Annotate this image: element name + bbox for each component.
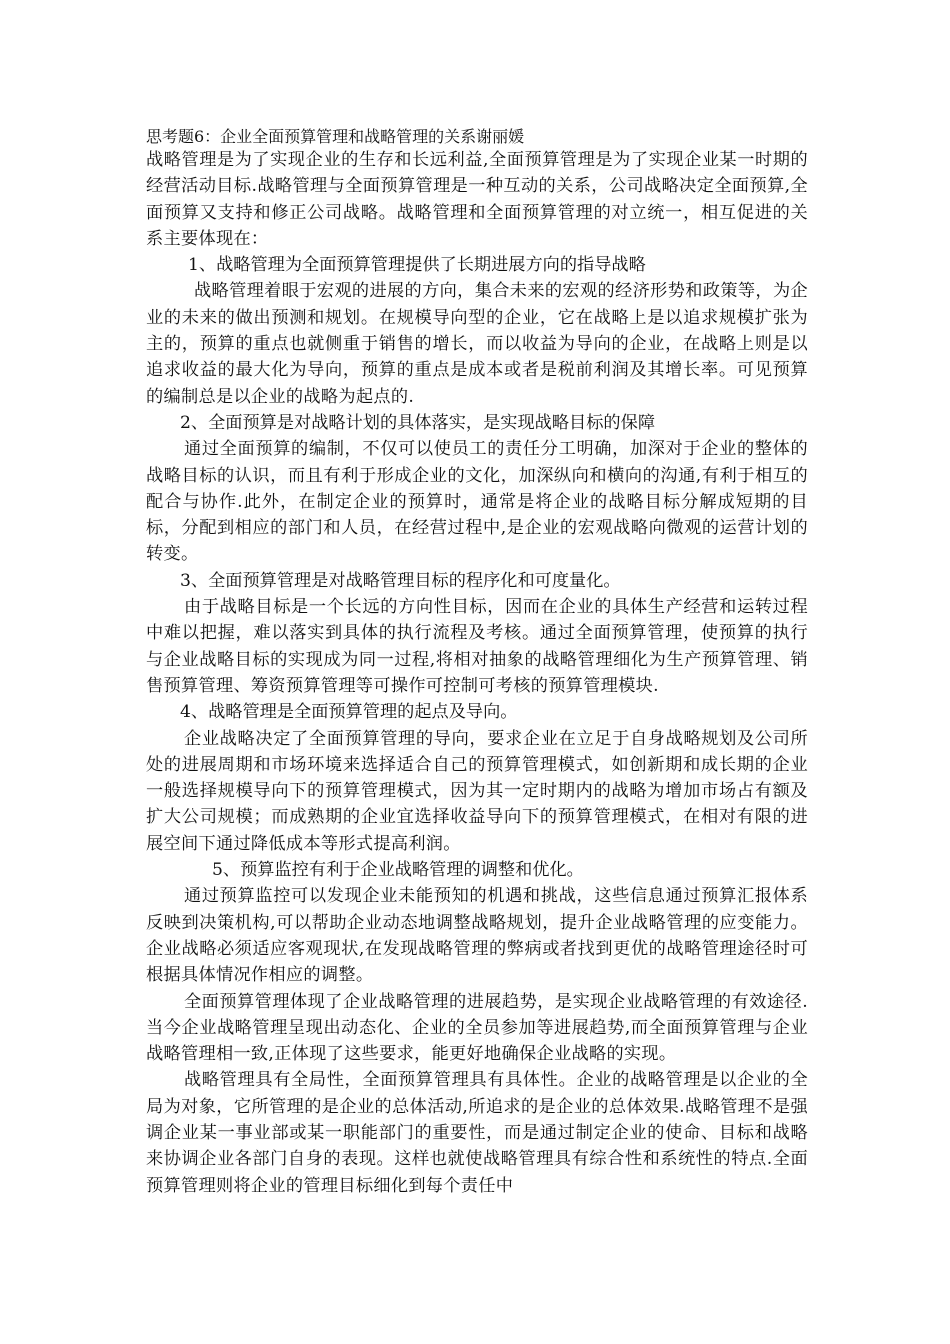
section-1-body: 战略管理着眼于宏观的进展的方向，集合未来的宏观的经济形势和政策等，为企业的未来的做出预测和规划。在规模导向型的企业，它在战略上是以追求规模扩张为主的，预算的重点也就侧重于销售的增长，而以收益为导向的企业，在战略上则是以追求收益的最大化为导向，预算的重点是成本或者是税前利润及其增长率。可见预算的编制总是以企业的战略为起点的.: [146, 281, 808, 407]
document-title: 思考题6：企业全面预算管理和战略管理的关系谢丽媛: [146, 127, 525, 146]
section-5-heading: 5、预算监控有利于企业战略管理的调整和优化。: [212, 860, 584, 881]
section-3-heading: 3、全面预算管理是对战略管理目标的程序化和可度量化。: [180, 570, 621, 591]
section-5-body: 通过预算监控可以发现企业未能预知的机遇和挑战，这些信息通过预算汇报体系反映到决策机构,可以帮助企业动态地调整战略规划，提升企业战略管理的应变能力。企业战略必须适应客观现状,在发现战略管理的弊病或者找到更优的战略管理途径时可根据具体情况作相应的调整。: [146, 886, 808, 986]
intro-paragraph: 战略管理是为了实现企业的生存和长远利益,全面预算管理是为了实现企业某一时期的经营活动目标.战略管理与全面预算管理是一种互动的关系，公司战略决定全面预算,全面预算又支持和修正公司战略。战略管理和全面预算管理的对立统一，相互促进的关系主要体现在：: [146, 150, 808, 249]
global-paragraph: 战略管理具有全局性，全面预算管理具有具体性。企业的战略管理是以企业的全局为对象，它所管理的是企业的总体活动,所追求的是企业的总体效果.战略管理不是强调企业某一事业部或某一职能部门的重要性，而是通过制定企业的使命、目标和战略来协调企业各部门自身的表现。这样也就使战略管理具有综合性和系统性的特点.全面预算管理则将企业的管理目标细化到每个责任中: [146, 1070, 808, 1196]
section-1-heading: 1、战略管理为全面预算管理提供了长期进展方向的指导战略: [188, 255, 646, 276]
document-content: [146, 127, 808, 1199]
section-4-body: 企业战略决定了全面预算管理的导向，要求企业在立足于自身战略规划及公司所处的进展周期和市场环境来选择适合自己的预算管理模式，如创新期和成长期的企业一般选择规模导向下的预算管理模式，因为其一定时期内的战略为增加市场占有额及扩大公司规模；而成熟期的企业宜选择收益导向下的预算管理模式，在相对有限的进展空间下通过降低成本等形式提高利润。: [146, 728, 808, 854]
section-3-body: 由于战略目标是一个长远的方向性目标，因而在企业的具体生产经营和运转过程中难以把握，难以落实到具体的执行流程及考核。通过全面预算管理，使预算的执行与企业战略目标的实现成为同一过程,将相对抽象的战略管理细化为生产预算管理、销售预算管理、筹资预算管理等可操作可控制可考核的预算管理模块.: [146, 597, 808, 696]
trend-paragraph: 全面预算管理体现了企业战略管理的进展趋势，是实现企业战略管理的有效途径.当今企业战略管理呈现出动态化、企业的全员参加等进展趋势,而全面预算管理与企业战略管理相一致,正体现了这些要求，能更好地确保企业战略的实现。: [146, 991, 808, 1065]
section-2-body: 通过全面预算的编制，不仅可以使员工的责任分工明确，加深对于企业的整体的战略目标的认识，而且有利于形成企业的文化，加深纵向和横向的沟通,有利于相互的配合与协作.此外，在制定企业的预算时，通常是将企业的战略目标分解成短期的目标，分配到相应的部门和人员，在经营过程中,是企业的宏观战略向微观的运营计划的转变。: [146, 439, 808, 565]
section-4-heading: 4、战略管理是全面预算管理的起点及导向。: [180, 702, 518, 723]
section-2-heading: 2、全面预算是对战略计划的具体落实，是实现战略目标的保障: [180, 412, 656, 433]
